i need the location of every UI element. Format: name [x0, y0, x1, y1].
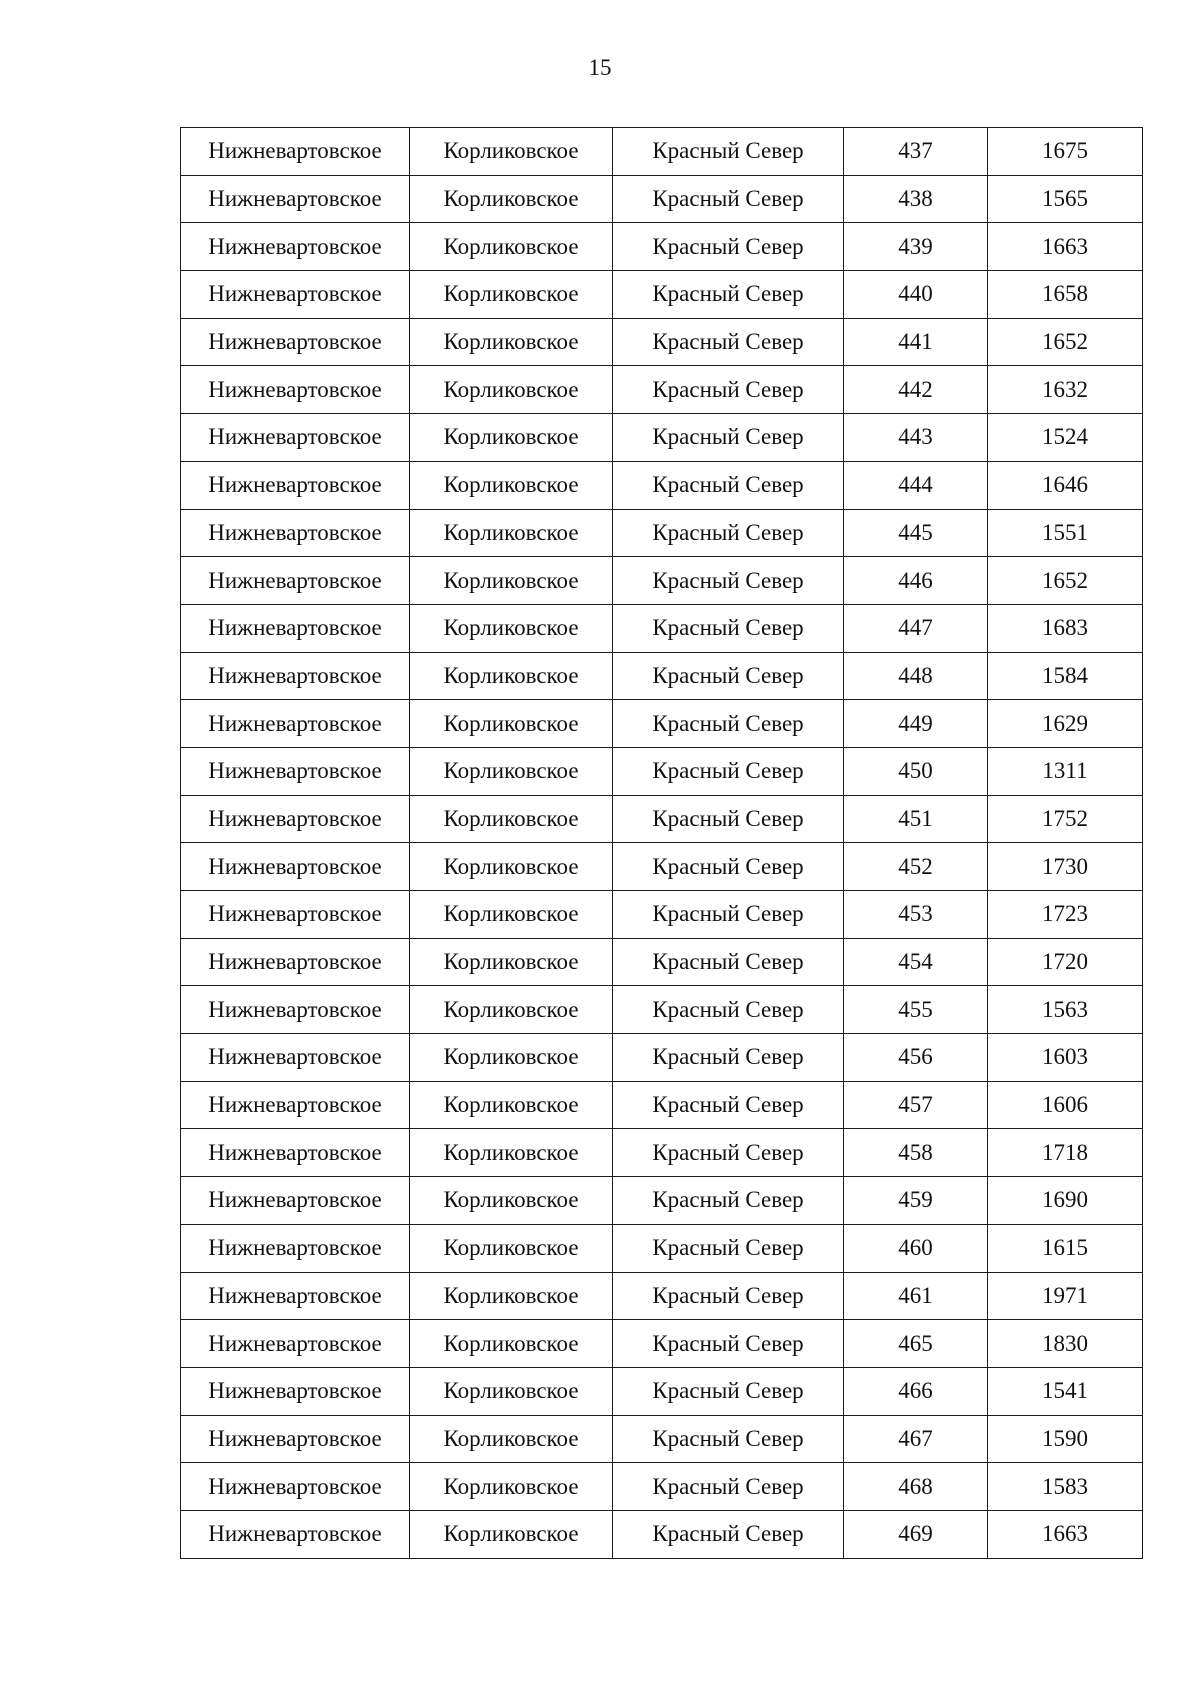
tract-cell: Красный Север [613, 1272, 844, 1320]
value-cell: 1524 [988, 414, 1143, 462]
tract-cell: Красный Север [613, 891, 844, 939]
value-cell: 1590 [988, 1415, 1143, 1463]
tract-cell: Красный Север [613, 604, 844, 652]
forestry-cell: Корликовское [410, 1034, 613, 1082]
tract-cell: Красный Север [613, 1367, 844, 1415]
forestry-cell: Корликовское [410, 414, 613, 462]
district-cell: Нижневартовское [181, 604, 410, 652]
quarter-cell: 453 [844, 891, 988, 939]
forestry-cell: Корликовское [410, 700, 613, 748]
tract-cell: Красный Север [613, 1177, 844, 1225]
value-cell: 1718 [988, 1129, 1143, 1177]
value-cell: 1663 [988, 223, 1143, 271]
table-row [181, 747, 1143, 795]
tract-cell: Красный Север [613, 700, 844, 748]
table-row [181, 843, 1143, 891]
value-cell: 1563 [988, 986, 1143, 1034]
quarter-cell: 452 [844, 843, 988, 891]
forestry-cell: Корликовское [410, 1320, 613, 1368]
district-cell: Нижневартовское [181, 1272, 410, 1320]
tract-cell: Красный Север [613, 1081, 844, 1129]
value-cell: 1720 [988, 938, 1143, 986]
district-cell: Нижневартовское [181, 461, 410, 509]
forestry-cell: Корликовское [410, 747, 613, 795]
district-cell: Нижневартовское [181, 1034, 410, 1082]
district-cell: Нижневартовское [181, 1463, 410, 1511]
quarter-cell: 458 [844, 1129, 988, 1177]
forestry-cell: Корликовское [410, 1272, 613, 1320]
district-cell: Нижневартовское [181, 1177, 410, 1225]
value-cell: 1646 [988, 461, 1143, 509]
district-cell: Нижневартовское [181, 843, 410, 891]
district-cell: Нижневартовское [181, 1415, 410, 1463]
district-cell: Нижневартовское [181, 1320, 410, 1368]
district-cell: Нижневартовское [181, 795, 410, 843]
tract-cell: Красный Север [613, 652, 844, 700]
value-cell: 1663 [988, 1510, 1143, 1558]
value-cell: 1632 [988, 366, 1143, 414]
forestry-cell: Корликовское [410, 986, 613, 1034]
table-row [181, 891, 1143, 939]
value-cell: 1690 [988, 1177, 1143, 1225]
quarter-cell: 449 [844, 700, 988, 748]
table-row [181, 128, 1143, 176]
forestry-cell: Корликовское [410, 1129, 613, 1177]
forestry-cell: Корликовское [410, 604, 613, 652]
tract-cell: Красный Север [613, 747, 844, 795]
forestry-cell: Корликовское [410, 843, 613, 891]
forestry-cell: Корликовское [410, 509, 613, 557]
quarter-cell: 438 [844, 175, 988, 223]
table-row [181, 1034, 1143, 1082]
forestry-cell: Корликовское [410, 795, 613, 843]
table-row [181, 1272, 1143, 1320]
district-cell: Нижневартовское [181, 1224, 410, 1272]
quarter-cell: 455 [844, 986, 988, 1034]
district-cell: Нижневартовское [181, 175, 410, 223]
quarter-cell: 454 [844, 938, 988, 986]
forestry-cell: Корликовское [410, 1415, 613, 1463]
forestry-cell: Корликовское [410, 891, 613, 939]
district-cell: Нижневартовское [181, 747, 410, 795]
district-cell: Нижневартовское [181, 891, 410, 939]
value-cell: 1583 [988, 1463, 1143, 1511]
value-cell: 1830 [988, 1320, 1143, 1368]
forestry-cell: Корликовское [410, 938, 613, 986]
data-table [180, 127, 1143, 1559]
tract-cell: Красный Север [613, 366, 844, 414]
tract-cell: Красный Север [613, 1415, 844, 1463]
district-cell: Нижневартовское [181, 1510, 410, 1558]
district-cell: Нижневартовское [181, 223, 410, 271]
district-cell: Нижневартовское [181, 1081, 410, 1129]
tract-cell: Красный Север [613, 557, 844, 605]
quarter-cell: 466 [844, 1367, 988, 1415]
table-row [181, 986, 1143, 1034]
table-row [181, 223, 1143, 271]
table-row [181, 652, 1143, 700]
table-row [181, 1463, 1143, 1511]
quarter-cell: 448 [844, 652, 988, 700]
quarter-cell: 456 [844, 1034, 988, 1082]
district-cell: Нижневартовское [181, 128, 410, 176]
district-cell: Нижневартовское [181, 318, 410, 366]
table-row [181, 271, 1143, 319]
table-row [181, 557, 1143, 605]
value-cell: 1615 [988, 1224, 1143, 1272]
value-cell: 1606 [988, 1081, 1143, 1129]
forestry-cell: Корликовское [410, 1463, 613, 1511]
quarter-cell: 440 [844, 271, 988, 319]
value-cell: 1652 [988, 557, 1143, 605]
district-cell: Нижневартовское [181, 652, 410, 700]
value-cell: 1971 [988, 1272, 1143, 1320]
tract-cell: Красный Север [613, 128, 844, 176]
quarter-cell: 461 [844, 1272, 988, 1320]
value-cell: 1584 [988, 652, 1143, 700]
value-cell: 1565 [988, 175, 1143, 223]
tract-cell: Красный Север [613, 1129, 844, 1177]
value-cell: 1551 [988, 509, 1143, 557]
district-cell: Нижневартовское [181, 700, 410, 748]
quarter-cell: 442 [844, 366, 988, 414]
forestry-cell: Корликовское [410, 652, 613, 700]
quarter-cell: 465 [844, 1320, 988, 1368]
value-cell: 1730 [988, 843, 1143, 891]
table-row [181, 175, 1143, 223]
forestry-cell: Корликовское [410, 1224, 613, 1272]
tract-cell: Красный Север [613, 938, 844, 986]
table-row [181, 1129, 1143, 1177]
tract-cell: Красный Север [613, 795, 844, 843]
forestry-cell: Корликовское [410, 1510, 613, 1558]
table-row [181, 700, 1143, 748]
district-cell: Нижневартовское [181, 986, 410, 1034]
quarter-cell: 451 [844, 795, 988, 843]
tract-cell: Красный Север [613, 1034, 844, 1082]
table-row [181, 1224, 1143, 1272]
quarter-cell: 443 [844, 414, 988, 462]
table-row [181, 366, 1143, 414]
tract-cell: Красный Север [613, 1510, 844, 1558]
forestry-cell: Корликовское [410, 1367, 613, 1415]
table-row [181, 604, 1143, 652]
district-cell: Нижневартовское [181, 1129, 410, 1177]
quarter-cell: 444 [844, 461, 988, 509]
district-cell: Нижневартовское [181, 414, 410, 462]
tract-cell: Красный Север [613, 1224, 844, 1272]
quarter-cell: 445 [844, 509, 988, 557]
quarter-cell: 441 [844, 318, 988, 366]
district-cell: Нижневартовское [181, 366, 410, 414]
value-cell: 1629 [988, 700, 1143, 748]
forestry-cell: Корликовское [410, 271, 613, 319]
forestry-cell: Корликовское [410, 557, 613, 605]
quarter-cell: 459 [844, 1177, 988, 1225]
value-cell: 1652 [988, 318, 1143, 366]
forestry-cell: Корликовское [410, 128, 613, 176]
tract-cell: Красный Север [613, 414, 844, 462]
tract-cell: Красный Север [613, 986, 844, 1034]
table-row [181, 795, 1143, 843]
value-cell: 1603 [988, 1034, 1143, 1082]
forestry-cell: Корликовское [410, 318, 613, 366]
page-number: 15 [588, 55, 612, 80]
table-row [181, 318, 1143, 366]
value-cell: 1311 [988, 747, 1143, 795]
forestry-cell: Корликовское [410, 175, 613, 223]
quarter-cell: 439 [844, 223, 988, 271]
value-cell: 1658 [988, 271, 1143, 319]
table-row [181, 414, 1143, 462]
district-cell: Нижневартовское [181, 557, 410, 605]
district-cell: Нижневартовское [181, 509, 410, 557]
quarter-cell: 467 [844, 1415, 988, 1463]
tract-cell: Красный Север [613, 318, 844, 366]
quarter-cell: 450 [844, 747, 988, 795]
value-cell: 1683 [988, 604, 1143, 652]
forestry-cell: Корликовское [410, 366, 613, 414]
table-row [181, 1415, 1143, 1463]
quarter-cell: 469 [844, 1510, 988, 1558]
table-row [181, 461, 1143, 509]
forestry-cell: Корликовское [410, 223, 613, 271]
tract-cell: Красный Север [613, 271, 844, 319]
quarter-cell: 437 [844, 128, 988, 176]
quarter-cell: 457 [844, 1081, 988, 1129]
quarter-cell: 446 [844, 557, 988, 605]
tract-cell: Красный Север [613, 1463, 844, 1511]
forestry-cell: Корликовское [410, 1177, 613, 1225]
value-cell: 1541 [988, 1367, 1143, 1415]
table-row [181, 1177, 1143, 1225]
table-row [181, 1081, 1143, 1129]
table-row [181, 1510, 1143, 1558]
district-cell: Нижневартовское [181, 938, 410, 986]
tract-cell: Красный Север [613, 175, 844, 223]
value-cell: 1752 [988, 795, 1143, 843]
table-row [181, 938, 1143, 986]
tract-cell: Красный Север [613, 509, 844, 557]
tract-cell: Красный Север [613, 223, 844, 271]
table-row [181, 509, 1143, 557]
forestry-cell: Корликовское [410, 1081, 613, 1129]
table-row [181, 1320, 1143, 1368]
quarter-cell: 447 [844, 604, 988, 652]
tract-cell: Красный Север [613, 843, 844, 891]
forestry-cell: Корликовское [410, 461, 613, 509]
district-cell: Нижневартовское [181, 271, 410, 319]
value-cell: 1723 [988, 891, 1143, 939]
quarter-cell: 460 [844, 1224, 988, 1272]
tract-cell: Красный Север [613, 461, 844, 509]
value-cell: 1675 [988, 128, 1143, 176]
table-body [181, 128, 1143, 1559]
table-row [181, 1367, 1143, 1415]
district-cell: Нижневартовское [181, 1367, 410, 1415]
tract-cell: Красный Север [613, 1320, 844, 1368]
quarter-cell: 468 [844, 1463, 988, 1511]
